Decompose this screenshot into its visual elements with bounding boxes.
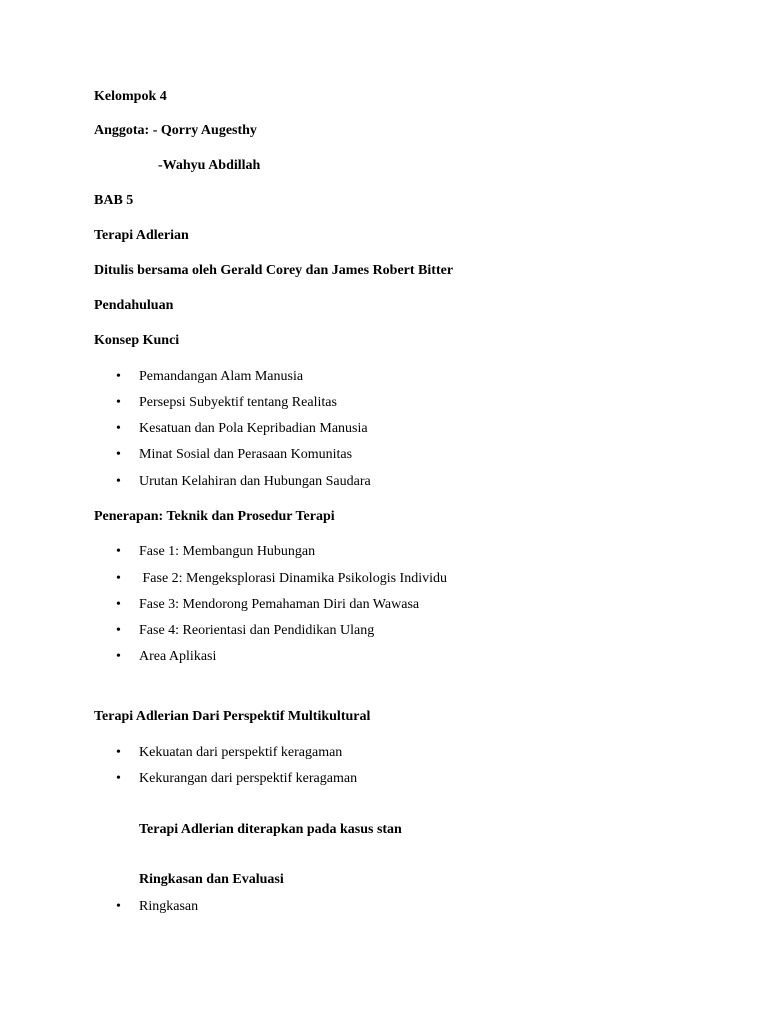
list-item: Persepsi Subyektif tentang Realitas bbox=[139, 395, 337, 410]
bullet-icon: • bbox=[116, 649, 121, 664]
document-title: Terapi Adlerian bbox=[94, 228, 189, 243]
bullet-icon: • bbox=[116, 421, 121, 436]
list-item: Area Aplikasi bbox=[139, 649, 217, 664]
list-item: Kesatuan dan Pola Kepribadian Manusia bbox=[139, 421, 368, 436]
list-item: Fase 4: Reorientasi dan Pendidikan Ulang bbox=[139, 623, 375, 638]
list-item: Fase 1: Membangun Hubungan bbox=[139, 544, 316, 559]
bullet-icon: • bbox=[116, 447, 121, 462]
multicultural-heading: Terapi Adlerian Dari Perspektif Multikultural bbox=[94, 709, 371, 724]
bullet-icon: • bbox=[116, 544, 121, 559]
key-concepts-heading: Konsep Kunci bbox=[94, 333, 180, 348]
list-item: Fase 3: Mendorong Pemahaman Diri dan Wawasa bbox=[139, 597, 420, 612]
summary-heading: Ringkasan dan Evaluasi bbox=[139, 872, 284, 887]
bullet-icon: • bbox=[116, 771, 121, 786]
list-item: Urutan Kelahiran dan Hubungan Saudara bbox=[139, 474, 371, 489]
application-heading: Penerapan: Teknik dan Prosedur Terapi bbox=[94, 509, 335, 524]
authors-line: Ditulis bersama oleh Gerald Corey dan James Robert Bitter bbox=[94, 263, 454, 278]
bullet-icon: • bbox=[116, 369, 121, 384]
bullet-icon: • bbox=[116, 623, 121, 638]
members-label: Anggota: - Qorry Augesthy bbox=[94, 123, 257, 138]
bullet-icon: • bbox=[116, 597, 121, 612]
chapter-label: BAB 5 bbox=[94, 193, 134, 208]
group-label: Kelompok 4 bbox=[94, 89, 167, 104]
list-item: Kekurangan dari perspektif keragaman bbox=[139, 771, 358, 786]
bullet-icon: • bbox=[116, 474, 121, 489]
list-item: Minat Sosial dan Perasaan Komunitas bbox=[139, 447, 353, 462]
bullet-icon: • bbox=[116, 571, 121, 586]
bullet-icon: • bbox=[116, 899, 121, 914]
case-heading: Terapi Adlerian diterapkan pada kasus stan bbox=[139, 822, 402, 837]
list-item: Kekuatan dari perspektif keragaman bbox=[139, 745, 343, 760]
bullet-icon: • bbox=[116, 395, 121, 410]
list-item: Pemandangan Alam Manusia bbox=[139, 369, 304, 384]
member-2: -Wahyu Abdillah bbox=[158, 158, 261, 173]
list-item: Ringkasan bbox=[139, 899, 199, 914]
bullet-icon: • bbox=[116, 745, 121, 760]
intro-heading: Pendahuluan bbox=[94, 298, 174, 313]
list-item: Fase 2: Mengeksplorasi Dinamika Psikologis Individu bbox=[139, 571, 447, 586]
